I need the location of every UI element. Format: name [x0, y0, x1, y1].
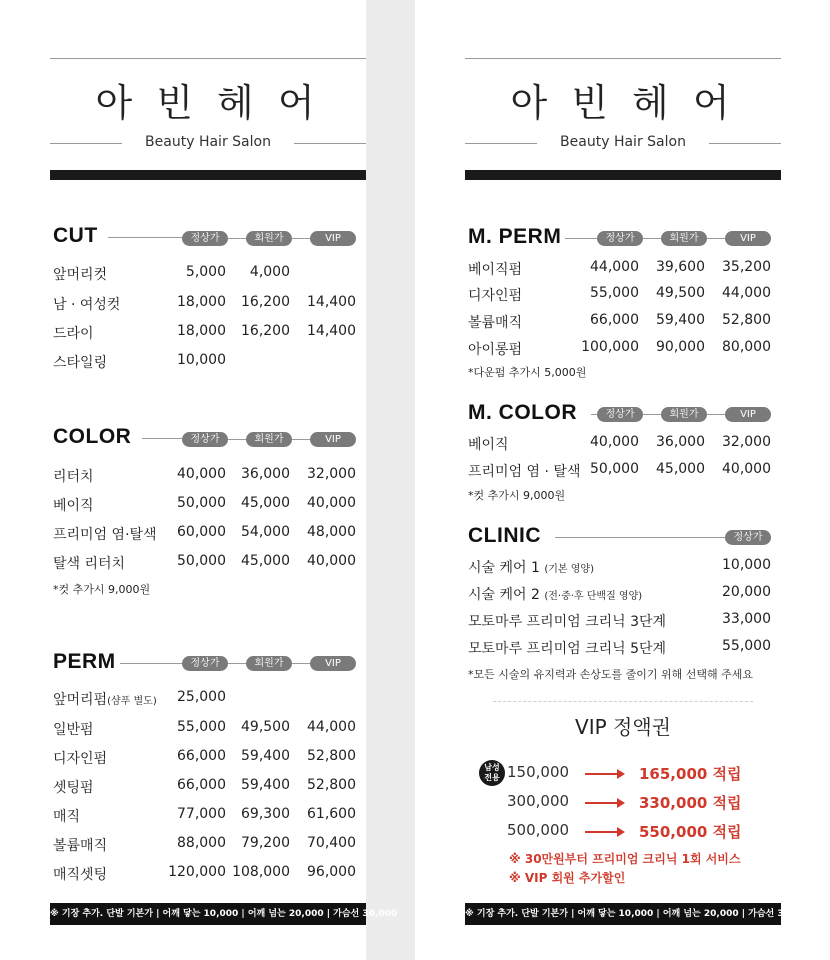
header-bar [50, 170, 366, 180]
service-name-text: 앞머리펌 [53, 692, 108, 708]
section-rule [142, 438, 182, 439]
service-name: 프리미엄 염 · 탈색 [468, 464, 581, 480]
pill-connector [643, 238, 661, 239]
price-regular: 88,000 [177, 835, 226, 851]
price-regular: 120,000 [168, 864, 226, 880]
price-member: 45,000 [656, 461, 705, 477]
price-member: 69,300 [241, 806, 290, 822]
price-member: 90,000 [656, 339, 705, 355]
label-member: 회원가 [246, 231, 292, 246]
section-rule [555, 537, 725, 538]
vip-amount: 150,000 [507, 763, 570, 781]
price-vip: 44,000 [722, 285, 771, 301]
vip-note: ※ VIP 회원 추가할인 [509, 871, 626, 885]
price-regular: 50,000 [177, 553, 226, 569]
arrow-right-icon [585, 802, 623, 804]
price-menu-right [415, 0, 830, 960]
price-vip: 70,400 [307, 835, 356, 851]
price-vip: 14,400 [307, 294, 356, 310]
price-regular: 100,000 [581, 339, 639, 355]
label-vip: VIP [725, 231, 771, 246]
vip-reward: 330,000 적립 [639, 794, 742, 812]
price-vip: 40,000 [307, 495, 356, 511]
price-member: 59,400 [241, 777, 290, 793]
men-only-badge [479, 760, 505, 786]
vip-reward: 165,000 적립 [639, 765, 742, 783]
service-name: 매직 [53, 809, 81, 825]
price-regular: 10,000 [722, 557, 771, 573]
footer-length-note: ※ 기장 추가. 단발 기본가 | 어깨 닿는 10,000 | 어깨 넘는 20,000 | 가슴선 30,000 [50, 903, 366, 925]
label-vip: VIP [310, 231, 356, 246]
price-vip: 40,000 [307, 553, 356, 569]
badge-line: 남성 [484, 763, 500, 772]
price-regular: 40,000 [177, 466, 226, 482]
price-vip: 80,000 [722, 339, 771, 355]
section-title-perm: PERM [53, 650, 116, 673]
service-name: 셋팅펌 [53, 780, 94, 796]
price-regular: 20,000 [722, 584, 771, 600]
section-note: *컷 추가시 9,000원 [53, 583, 151, 596]
top-rule [465, 58, 781, 59]
vip-amount: 500,000 [507, 821, 570, 839]
service-name: 모토마루 프리미엄 크리닉 3단계 [468, 614, 667, 630]
vip-divider [493, 701, 753, 702]
subtitle-rule-right [709, 143, 781, 144]
service-name: 베이직 [468, 437, 509, 453]
pill-connector [707, 414, 725, 415]
brand-name: 아 빈 헤 어 [95, 81, 321, 125]
price-vip: 48,000 [307, 524, 356, 540]
section-title-mperm: M. PERM [468, 225, 562, 248]
section-title-clinic: CLINIC [468, 524, 541, 547]
price-member: 16,200 [241, 294, 290, 310]
pill-connector [292, 238, 310, 239]
price-regular: 44,000 [590, 259, 639, 275]
service-name: 일반펌 [53, 722, 94, 738]
service-name-detail: (샴푸 별도) [107, 696, 157, 707]
brand-subtitle: Beauty Hair Salon [145, 134, 271, 150]
label-vip: VIP [725, 407, 771, 422]
label-regular: 정상가 [597, 407, 643, 422]
vip-title: VIP 정액권 [575, 715, 671, 739]
price-regular: 50,000 [590, 461, 639, 477]
label-regular: 정상가 [182, 231, 228, 246]
service-name-detail: (전·중·후 단백질 영양) [544, 591, 643, 602]
service-name [468, 557, 594, 577]
service-name: 디자인펌 [468, 288, 523, 304]
price-vip: 40,000 [722, 461, 771, 477]
price-vip: 52,800 [307, 748, 356, 764]
service-name: 디자인펌 [53, 751, 108, 767]
pill-connector [228, 663, 246, 664]
price-vip: 96,000 [307, 864, 356, 880]
price-regular: 5,000 [185, 264, 226, 280]
vip-reward: 550,000 적립 [639, 823, 742, 841]
top-rule [50, 58, 366, 59]
section-rule [108, 237, 182, 238]
price-member: 45,000 [241, 553, 290, 569]
service-name-text: 시술 케어 2 [468, 587, 540, 603]
price-regular: 40,000 [590, 434, 639, 450]
price-vip: 14,400 [307, 323, 356, 339]
service-name: 모토마루 프리미엄 크리닉 5단계 [468, 641, 667, 657]
price-regular: 66,000 [177, 748, 226, 764]
price-member: 45,000 [241, 495, 290, 511]
pill-connector [228, 439, 246, 440]
section-note: *컷 추가시 9,000원 [468, 489, 566, 502]
service-name: 볼륨매직 [53, 838, 108, 854]
price-vip: 52,800 [722, 312, 771, 328]
pill-connector [292, 439, 310, 440]
label-regular: 정상가 [182, 656, 228, 671]
section-rule [565, 238, 597, 239]
price-regular: 60,000 [177, 524, 226, 540]
pill-connector [228, 238, 246, 239]
service-name: 베이직 [53, 498, 94, 514]
arrow-right-icon [585, 773, 623, 775]
price-vip: 44,000 [307, 719, 356, 735]
service-name: 탈색 리터치 [53, 556, 126, 572]
pill-connector [643, 414, 661, 415]
price-member: 59,400 [241, 748, 290, 764]
section-title-color: COLOR [53, 425, 132, 448]
section-rule [120, 663, 182, 664]
pill-connector [707, 238, 725, 239]
price-regular: 25,000 [177, 689, 226, 705]
price-vip: 61,600 [307, 806, 356, 822]
service-name-text: 시술 케어 1 [468, 560, 540, 576]
price-regular: 50,000 [177, 495, 226, 511]
price-regular: 10,000 [177, 352, 226, 368]
section-note: *다운펌 추가시 5,000원 [468, 366, 587, 379]
service-name: 볼륨매직 [468, 315, 523, 331]
price-member: 108,000 [232, 864, 290, 880]
label-member: 회원가 [246, 656, 292, 671]
arrow-right-icon [585, 831, 623, 833]
price-regular: 18,000 [177, 294, 226, 310]
subtitle-rule-right [294, 143, 366, 144]
service-name: 아이롱펌 [468, 342, 523, 358]
service-name: 남 · 여성컷 [53, 297, 121, 313]
brand-subtitle: Beauty Hair Salon [560, 134, 686, 150]
price-member: 54,000 [241, 524, 290, 540]
price-regular: 77,000 [177, 806, 226, 822]
service-name: 스타일링 [53, 355, 108, 371]
price-member: 49,500 [241, 719, 290, 735]
service-name: 리터치 [53, 469, 94, 485]
label-regular: 정상가 [725, 530, 771, 545]
badge-line: 전용 [484, 773, 500, 782]
price-menu-left [0, 0, 398, 960]
price-member: 36,000 [656, 434, 705, 450]
subtitle-rule-left [465, 143, 537, 144]
price-regular: 66,000 [590, 312, 639, 328]
price-regular: 33,000 [722, 611, 771, 627]
section-title-cut: CUT [53, 224, 98, 247]
price-member: 16,200 [241, 323, 290, 339]
label-vip: VIP [310, 432, 356, 447]
price-member: 36,000 [241, 466, 290, 482]
service-name [468, 584, 642, 604]
price-vip: 35,200 [722, 259, 771, 275]
price-member: 79,200 [241, 835, 290, 851]
footer-length-note: ※ 기장 추가. 단발 기본가 | 어깨 닿는 10,000 | 어깨 넘는 20,000 | 가슴선 30,000 [465, 903, 781, 925]
label-regular: 정상가 [182, 432, 228, 447]
service-name [53, 689, 157, 709]
price-member: 49,500 [656, 285, 705, 301]
price-regular: 55,000 [722, 638, 771, 654]
price-regular: 18,000 [177, 323, 226, 339]
price-regular: 66,000 [177, 777, 226, 793]
vip-amount: 300,000 [507, 792, 570, 810]
label-vip: VIP [310, 656, 356, 671]
price-member: 39,600 [656, 259, 705, 275]
subtitle-rule-left [50, 143, 122, 144]
price-regular: 55,000 [177, 719, 226, 735]
label-member: 회원가 [661, 231, 707, 246]
label-member: 회원가 [661, 407, 707, 422]
service-name: 드라이 [53, 326, 94, 342]
service-name: 프리미엄 염·탈색 [53, 527, 157, 543]
service-name: 매직셋팅 [53, 867, 108, 883]
price-vip: 32,000 [307, 466, 356, 482]
price-regular: 55,000 [590, 285, 639, 301]
service-name: 베이직펌 [468, 262, 523, 278]
service-name: 앞머리컷 [53, 267, 108, 283]
pill-connector [292, 663, 310, 664]
price-vip: 52,800 [307, 777, 356, 793]
section-title-mcolor: M. COLOR [468, 401, 577, 424]
label-regular: 정상가 [597, 231, 643, 246]
service-name-detail: (기본 영양) [544, 564, 594, 575]
section-note: *모든 시술의 유지력과 손상도를 줄이기 위해 선택해 주세요 [468, 668, 753, 681]
price-vip: 32,000 [722, 434, 771, 450]
vip-note: ※ 30만원부터 프리미엄 크리닉 1회 서비스 [509, 852, 741, 866]
price-member: 59,400 [656, 312, 705, 328]
label-member: 회원가 [246, 432, 292, 447]
header-bar [465, 170, 781, 180]
brand-name: 아 빈 헤 어 [510, 81, 736, 125]
price-member: 4,000 [249, 264, 290, 280]
